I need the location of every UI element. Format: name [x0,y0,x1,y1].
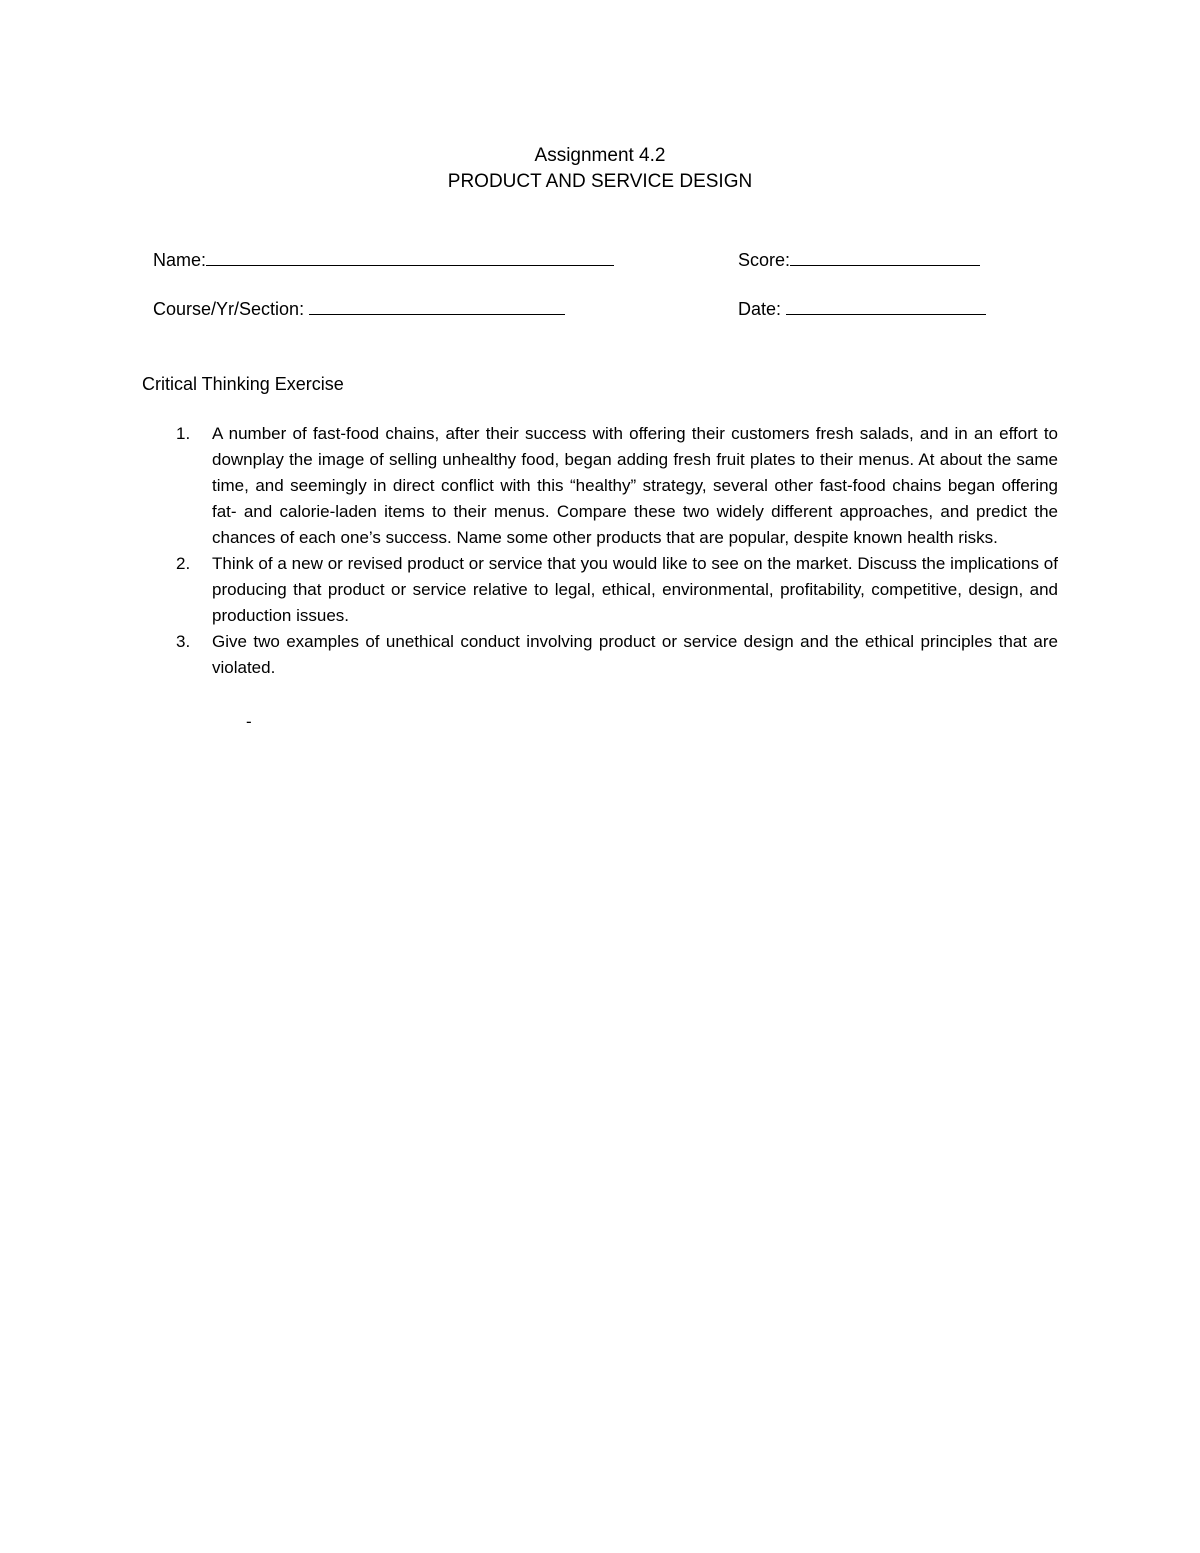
date-field[interactable] [738,296,986,321]
question-text: Give two examples of unethical conduct involving product or service design and the ethical principles that are violated. [212,632,1058,677]
question-item [142,421,1058,551]
question-number: 2. [176,554,191,573]
date-blank-line[interactable] [786,296,986,315]
name-blank-line[interactable] [206,247,614,266]
title-block [0,143,1200,195]
question-item [142,629,1058,681]
score-blank-line[interactable] [790,247,980,266]
score-label: Score: [738,250,791,270]
question-text: A number of fast-food chains, after their success with offering their customers fresh salads, and in an effort to downplay the image of selling unhealthy food, began adding fresh fruit plates to their menus. At about the same time, and seemingly in direct conflict with this “healthy” strategy, several other fast-food chains began offering fat- and calorie-laden items to their menus. Compare these two widely different approaches, and predict the chances of each one’s success. Name some other products that are popular, despite known health risks. [212,424,1058,547]
page-title: PRODUCT AND SERVICE DESIGN [447,171,753,192]
question-list [142,421,1058,681]
question-item [142,551,1058,629]
question-number: 1. [176,424,191,443]
score-field[interactable] [738,247,980,272]
name-field[interactable] [153,247,614,272]
course-label: Course/Yr/Section: [153,299,305,319]
question-text: Think of a new or revised product or service that you would like to see on the market. Discuss the implications of producing that product or service relative to legal, ethical, environmental, profitability, competitive, design, and production issues. [212,554,1058,625]
assignment-number: Assignment 4.2 [534,145,666,166]
question-number: 3. [176,632,191,651]
name-label: Name: [153,250,207,270]
section-heading: Critical Thinking Exercise [142,374,344,394]
course-blank-line[interactable] [309,296,565,315]
stray-dash-mark: - [246,712,252,731]
date-label: Date: [738,299,782,319]
course-field[interactable] [153,296,565,321]
